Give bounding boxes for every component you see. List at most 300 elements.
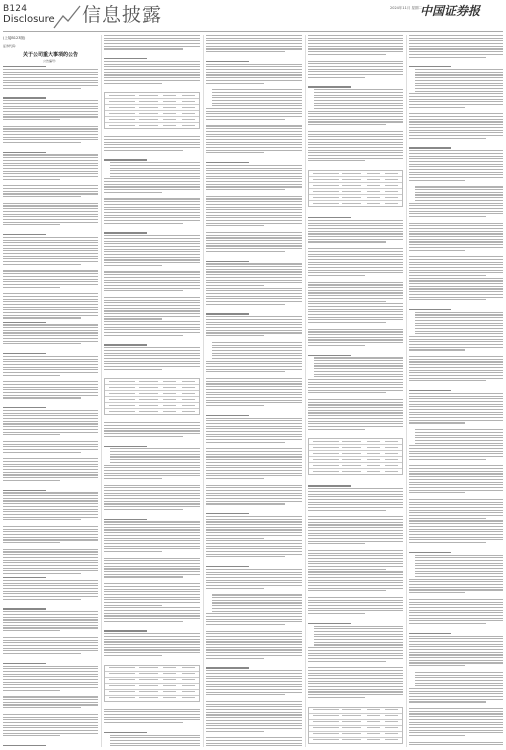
text-line xyxy=(3,446,98,447)
text-line xyxy=(206,125,302,126)
section-heading-line xyxy=(3,608,46,609)
text-line xyxy=(3,364,98,365)
text-line xyxy=(3,119,60,120)
text-line xyxy=(409,512,503,513)
text-line xyxy=(206,554,302,555)
text-line xyxy=(308,116,403,117)
text-line xyxy=(104,262,200,263)
text-line xyxy=(409,401,503,402)
text-line xyxy=(3,384,98,385)
page-code: B124 xyxy=(3,4,28,14)
text-line xyxy=(206,288,302,289)
text-line xyxy=(104,430,200,431)
text-line xyxy=(308,530,403,531)
text-line xyxy=(3,168,98,169)
text-line xyxy=(206,434,302,435)
text-line xyxy=(308,571,403,572)
text-line xyxy=(409,490,503,491)
table-cell xyxy=(163,387,176,388)
text-line xyxy=(110,165,200,166)
text-line xyxy=(308,251,403,252)
text-line xyxy=(308,524,403,525)
table-cell xyxy=(109,673,135,674)
table-cell xyxy=(182,667,195,668)
text-line xyxy=(308,220,403,221)
text-line xyxy=(104,329,200,330)
text-line xyxy=(409,587,503,588)
text-line xyxy=(308,429,365,430)
section-heading-line xyxy=(206,513,249,514)
text-line xyxy=(415,186,503,187)
table-cell xyxy=(367,727,380,728)
text-line xyxy=(308,423,403,424)
table-cell xyxy=(139,387,158,388)
text-line xyxy=(206,225,264,226)
text-line xyxy=(415,565,503,566)
text-line xyxy=(206,621,302,622)
section-heading-line xyxy=(3,407,46,408)
text-line xyxy=(206,431,302,432)
text-line xyxy=(212,345,302,346)
text-line xyxy=(3,469,98,470)
text-line xyxy=(308,602,403,603)
text-line xyxy=(104,61,200,62)
text-line xyxy=(206,46,302,47)
text-line xyxy=(206,113,302,114)
table-cell xyxy=(367,453,380,454)
text-line xyxy=(104,586,200,587)
text-line xyxy=(3,367,98,368)
text-line xyxy=(409,644,503,645)
text-line xyxy=(206,363,302,364)
paragraph-gap xyxy=(308,348,403,352)
paragraph-gap xyxy=(308,431,403,435)
text-line xyxy=(3,335,98,336)
text-line xyxy=(206,64,302,65)
text-line xyxy=(104,722,183,723)
text-line xyxy=(409,153,503,154)
table-cell xyxy=(367,739,380,740)
text-line xyxy=(314,368,403,369)
text-line xyxy=(409,492,465,493)
table-cell xyxy=(139,399,158,400)
text-line xyxy=(409,727,503,728)
text-line xyxy=(308,152,403,153)
text-line xyxy=(3,264,81,265)
text-line xyxy=(104,46,200,47)
section-heading-line xyxy=(3,663,46,664)
masthead xyxy=(0,0,506,32)
text-line xyxy=(212,89,302,90)
text-line xyxy=(3,704,98,705)
text-line xyxy=(409,520,503,521)
text-line xyxy=(206,616,302,617)
text-line xyxy=(3,671,98,672)
text-line xyxy=(409,602,503,603)
text-line xyxy=(206,588,264,589)
text-line xyxy=(104,717,200,718)
text-line xyxy=(409,722,503,723)
text-line xyxy=(206,332,302,333)
text-line xyxy=(314,365,403,366)
table-cell xyxy=(109,685,135,686)
text-line xyxy=(308,407,403,408)
text-line xyxy=(415,571,503,572)
text-line xyxy=(206,397,302,398)
section-heading-line xyxy=(104,732,147,733)
text-line xyxy=(409,623,486,624)
text-line xyxy=(104,66,200,67)
text-line xyxy=(3,588,98,589)
text-line xyxy=(206,681,302,682)
text-line xyxy=(409,99,503,100)
text-line xyxy=(409,101,503,102)
text-line xyxy=(3,727,98,728)
text-line xyxy=(308,582,403,583)
text-line xyxy=(314,374,403,375)
text-line xyxy=(104,436,183,437)
text-line xyxy=(409,660,503,661)
table-cell xyxy=(109,399,135,400)
text-line xyxy=(409,216,486,217)
text-line xyxy=(308,121,403,122)
text-line xyxy=(206,465,302,466)
text-line xyxy=(104,290,183,291)
text-line xyxy=(104,647,200,648)
text-line xyxy=(104,80,200,81)
stock-info: 证券代码： xyxy=(3,44,19,48)
table-cell xyxy=(313,465,339,466)
text-line xyxy=(308,522,403,523)
text-line xyxy=(3,100,98,101)
text-line xyxy=(110,462,200,463)
text-line xyxy=(104,277,200,278)
paragraph-gap xyxy=(104,371,200,375)
text-line xyxy=(104,639,200,640)
text-line xyxy=(206,69,302,70)
table-cell xyxy=(367,715,380,716)
text-line xyxy=(212,605,302,606)
table-cell xyxy=(109,405,135,406)
text-line xyxy=(409,662,503,663)
text-line xyxy=(308,290,403,291)
text-line xyxy=(206,136,302,137)
text-line xyxy=(308,160,365,161)
text-line xyxy=(104,259,200,260)
text-line xyxy=(104,72,200,73)
text-line xyxy=(3,389,98,390)
table-cell xyxy=(342,185,361,186)
text-line xyxy=(206,714,302,715)
text-line xyxy=(308,40,403,41)
text-line xyxy=(308,499,403,500)
text-line xyxy=(104,535,200,536)
table-cell xyxy=(182,697,195,698)
section-heading-line xyxy=(3,322,46,323)
text-line xyxy=(104,355,200,356)
text-line xyxy=(308,254,403,255)
text-line xyxy=(3,637,98,638)
text-line xyxy=(415,563,503,564)
table-row xyxy=(309,738,402,743)
text-line xyxy=(3,585,98,586)
text-line xyxy=(409,364,503,365)
text-line xyxy=(104,633,200,634)
data-table xyxy=(308,170,403,207)
text-line xyxy=(104,300,200,301)
text-line xyxy=(3,549,98,550)
text-line xyxy=(3,676,98,677)
text-line xyxy=(3,531,98,532)
text-line xyxy=(409,414,503,415)
text-line xyxy=(104,621,183,622)
text-line xyxy=(104,503,200,504)
paragraph-gap xyxy=(3,227,98,231)
text-line xyxy=(409,113,503,114)
text-line xyxy=(308,48,403,49)
text-line xyxy=(206,556,285,557)
text-line xyxy=(206,574,302,575)
text-line xyxy=(3,674,98,675)
table-cell xyxy=(313,459,339,460)
text-line xyxy=(308,228,403,229)
text-line xyxy=(308,35,403,36)
article-columns xyxy=(3,35,503,747)
text-line xyxy=(104,594,200,595)
text-line xyxy=(3,205,98,206)
text-line xyxy=(308,270,403,271)
text-line xyxy=(110,735,200,736)
text-line xyxy=(3,591,98,592)
text-line xyxy=(409,482,503,483)
text-line xyxy=(3,551,98,552)
text-line xyxy=(110,743,200,744)
text-line xyxy=(308,231,403,232)
table-cell xyxy=(163,691,176,692)
paragraph-gap xyxy=(104,725,200,729)
text-line xyxy=(308,561,403,562)
table-cell xyxy=(385,179,398,180)
text-line xyxy=(206,712,302,713)
text-line xyxy=(3,72,98,73)
paragraph-gap xyxy=(3,483,98,487)
table-cell xyxy=(163,697,176,698)
table-cell xyxy=(342,441,361,442)
text-line xyxy=(308,131,403,132)
text-line xyxy=(206,144,302,145)
data-table xyxy=(308,438,403,475)
text-line xyxy=(3,565,98,566)
text-line xyxy=(3,699,98,700)
text-line xyxy=(104,543,200,544)
section-heading-line xyxy=(3,97,46,98)
text-line xyxy=(110,176,200,177)
section-heading-line xyxy=(3,152,46,153)
text-line xyxy=(206,293,302,294)
text-line xyxy=(308,287,403,288)
text-line xyxy=(3,441,98,442)
text-line xyxy=(104,527,200,528)
text-line xyxy=(3,224,60,225)
text-line xyxy=(409,468,503,469)
text-line xyxy=(415,568,503,569)
text-line xyxy=(104,425,200,426)
text-line xyxy=(206,35,302,36)
text-line xyxy=(409,393,503,394)
text-line xyxy=(314,639,403,640)
text-line xyxy=(206,689,302,690)
text-line xyxy=(206,678,302,679)
text-line xyxy=(206,165,302,166)
table-cell xyxy=(139,673,158,674)
text-line xyxy=(409,701,486,702)
text-line xyxy=(206,636,302,637)
text-line xyxy=(206,655,302,656)
text-line xyxy=(409,579,503,580)
text-line xyxy=(409,236,503,237)
text-line xyxy=(308,113,403,114)
paragraph-gap xyxy=(206,254,302,258)
text-line xyxy=(409,487,503,488)
text-line xyxy=(104,308,200,309)
text-line xyxy=(104,473,200,474)
text-line xyxy=(415,83,503,84)
text-line xyxy=(3,570,98,571)
text-line xyxy=(314,363,403,364)
text-line xyxy=(104,186,200,187)
text-line xyxy=(409,280,503,281)
text-line xyxy=(409,107,465,108)
text-line xyxy=(206,327,302,328)
text-line xyxy=(104,332,200,333)
text-line xyxy=(308,410,403,411)
text-line xyxy=(308,144,403,145)
text-line xyxy=(206,684,302,685)
text-line xyxy=(3,299,98,300)
table-cell xyxy=(367,471,380,472)
text-line xyxy=(206,467,302,468)
text-line xyxy=(308,412,403,413)
section-heading-line xyxy=(206,667,249,668)
text-line xyxy=(3,725,98,726)
text-line xyxy=(3,245,98,246)
text-line xyxy=(104,327,200,328)
text-line xyxy=(3,719,98,720)
table-cell xyxy=(342,733,361,734)
text-line xyxy=(104,589,200,590)
text-line xyxy=(104,316,200,317)
text-line xyxy=(206,170,302,171)
text-line xyxy=(308,390,403,391)
text-line xyxy=(409,453,503,454)
text-line xyxy=(409,539,503,540)
text-line xyxy=(308,686,403,687)
text-line xyxy=(308,653,403,654)
table-cell xyxy=(109,381,135,382)
text-line xyxy=(206,577,302,578)
text-line xyxy=(206,641,302,642)
text-line xyxy=(104,551,162,552)
table-cell xyxy=(109,107,135,108)
text-line xyxy=(3,537,98,538)
section-heading-line xyxy=(206,415,249,416)
paragraph-gap xyxy=(3,400,98,404)
text-line xyxy=(206,147,302,148)
text-line xyxy=(206,186,302,187)
text-line xyxy=(3,304,98,305)
table-cell xyxy=(367,185,380,186)
text-line xyxy=(409,584,503,585)
text-line xyxy=(409,336,503,337)
table-cell xyxy=(385,471,398,472)
text-line xyxy=(3,640,98,641)
text-line xyxy=(308,670,403,671)
text-line xyxy=(104,220,200,221)
text-line xyxy=(415,69,503,70)
text-line xyxy=(409,43,503,44)
text-line xyxy=(104,566,200,567)
text-line xyxy=(415,675,503,676)
text-line xyxy=(3,415,98,416)
text-line xyxy=(409,341,503,342)
text-column-5 xyxy=(409,35,503,747)
section-heading-line xyxy=(3,490,46,491)
text-line xyxy=(206,717,302,718)
text-line xyxy=(212,342,302,343)
text-line xyxy=(308,345,365,346)
text-line xyxy=(308,158,403,159)
table-cell xyxy=(139,107,158,108)
text-line xyxy=(206,66,302,67)
text-line xyxy=(3,684,98,685)
text-line xyxy=(3,256,98,257)
text-line xyxy=(409,372,503,373)
data-table xyxy=(308,707,403,744)
text-line xyxy=(3,472,98,473)
text-line xyxy=(206,298,302,299)
text-line xyxy=(104,591,200,592)
text-line xyxy=(308,426,403,427)
text-line xyxy=(3,165,98,166)
text-line xyxy=(409,456,503,457)
text-line xyxy=(409,471,503,472)
column-body xyxy=(409,35,503,747)
text-line xyxy=(409,233,503,234)
table-cell xyxy=(182,387,195,388)
text-line xyxy=(3,458,98,459)
table-cell xyxy=(163,107,176,108)
text-line xyxy=(206,633,302,634)
text-line xyxy=(3,461,98,462)
text-line xyxy=(212,92,302,93)
text-line xyxy=(206,649,302,650)
text-line xyxy=(3,270,98,271)
text-line xyxy=(314,376,403,377)
text-line xyxy=(206,692,302,693)
table-cell xyxy=(342,203,361,204)
text-line xyxy=(314,626,403,627)
text-line xyxy=(104,493,200,494)
text-line xyxy=(308,339,403,340)
text-line xyxy=(308,681,403,682)
text-line xyxy=(3,611,98,612)
text-line xyxy=(415,573,503,574)
text-line xyxy=(3,722,98,723)
text-line xyxy=(3,690,60,691)
table-cell xyxy=(367,709,380,710)
table-cell xyxy=(139,381,158,382)
newspaper-logo: 中国证券报 xyxy=(420,4,481,18)
